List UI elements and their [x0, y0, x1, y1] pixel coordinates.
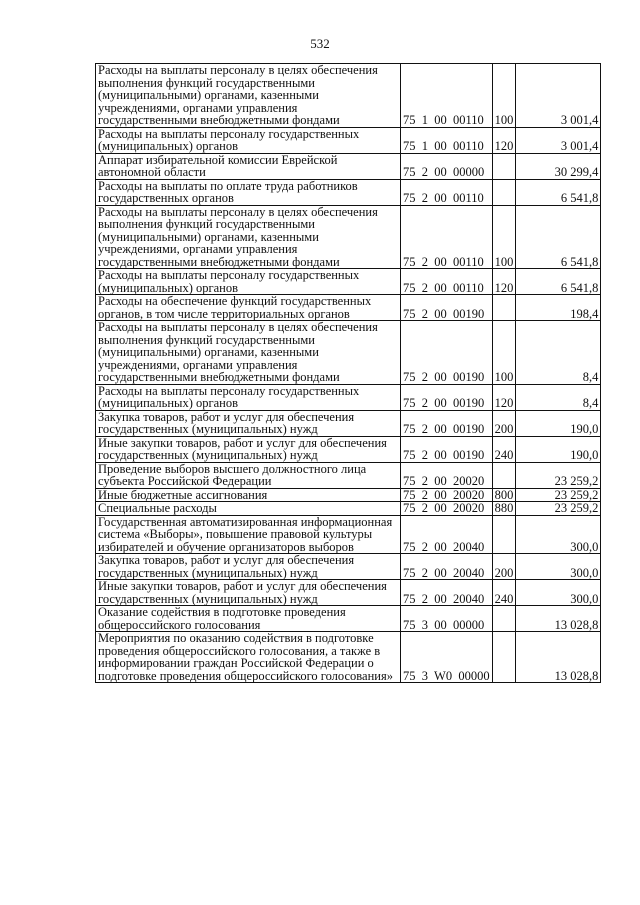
row-vr-cell: 240 — [492, 436, 516, 462]
table-row — [96, 179, 601, 205]
row-vr-cell: 100 — [492, 205, 516, 269]
row-sum-cell: 23 259,2 — [516, 488, 601, 502]
row-code-cell: 75 2 00 00110 — [401, 269, 493, 295]
row-code-cell: 75 2 00 00190 — [401, 384, 493, 410]
row-sum-cell: 300,0 — [516, 580, 601, 606]
row-sum-cell: 198,4 — [516, 295, 601, 321]
row-vr-cell: 240 — [492, 580, 516, 606]
row-vr-cell — [492, 515, 516, 554]
row-vr-cell: 100 — [492, 321, 516, 385]
row-sum-cell: 8,4 — [516, 321, 601, 385]
row-name-cell: Закупка товаров, работ и услуг для обеспечения государственных (муниципальных) нужд — [96, 554, 401, 580]
row-code-cell: 75 2 00 20040 — [401, 554, 493, 580]
table-row — [96, 580, 601, 606]
table-row — [96, 632, 601, 683]
row-sum-cell: 190,0 — [516, 436, 601, 462]
row-sum-cell: 13 028,8 — [516, 632, 601, 683]
row-name-cell: Аппарат избирательной комиссии Еврейской автономной области — [96, 153, 401, 179]
budget-table-body — [96, 64, 601, 683]
row-sum-cell: 8,4 — [516, 384, 601, 410]
table-row — [96, 384, 601, 410]
row-vr-cell — [492, 462, 516, 488]
row-sum-cell: 6 541,8 — [516, 205, 601, 269]
row-sum-cell: 300,0 — [516, 554, 601, 580]
row-code-cell: 75 2 00 20020 — [401, 462, 493, 488]
table-row — [96, 606, 601, 632]
page-number: 532 — [310, 36, 330, 51]
row-code-cell: 75 2 00 00190 — [401, 410, 493, 436]
row-code-cell: 75 2 00 00190 — [401, 295, 493, 321]
row-name-cell: Расходы на выплаты персоналу в целях обеспечения выполнения функций государственными (муниципальными) органами, казенными учреждениями, органами управления государственными внебюджетными фондами — [96, 205, 401, 269]
row-sum-cell: 23 259,2 — [516, 502, 601, 516]
row-vr-cell — [492, 632, 516, 683]
row-code-cell: 75 2 00 00110 — [401, 205, 493, 269]
row-sum-cell: 3 001,4 — [516, 127, 601, 153]
row-code-cell: 75 2 00 20040 — [401, 515, 493, 554]
table-row — [96, 269, 601, 295]
row-code-cell: 75 2 00 00110 — [401, 179, 493, 205]
row-vr-cell — [492, 153, 516, 179]
row-code-cell: 75 2 00 20040 — [401, 580, 493, 606]
row-sum-cell: 6 541,8 — [516, 269, 601, 295]
row-name-cell: Оказание содействия в подготовке проведения общероссийского голосования — [96, 606, 401, 632]
row-sum-cell: 6 541,8 — [516, 179, 601, 205]
table-row — [96, 295, 601, 321]
row-code-cell: 75 2 00 20020 — [401, 502, 493, 516]
row-name-cell: Расходы на выплаты персоналу в целях обеспечения выполнения функций государственными (муниципальными) органами, казенными учреждениями, органами управления государственными внебюджетными фондами — [96, 64, 401, 128]
row-code-cell: 75 1 00 00110 — [401, 127, 493, 153]
row-sum-cell: 23 259,2 — [516, 462, 601, 488]
row-name-cell: Специальные расходы — [96, 502, 401, 516]
row-vr-cell — [492, 295, 516, 321]
row-name-cell: Расходы на выплаты персоналу в целях обеспечения выполнения функций государственными (муниципальными) органами, казенными учреждениями, органами управления государственными внебюджетными фондами — [96, 321, 401, 385]
row-name-cell: Расходы на выплаты персоналу государственных (муниципальных) органов — [96, 269, 401, 295]
row-vr-cell: 120 — [492, 384, 516, 410]
table-row — [96, 127, 601, 153]
row-name-cell: Иные закупки товаров, работ и услуг для обеспечения государственных (муниципальных) нужд — [96, 580, 401, 606]
table-row — [96, 462, 601, 488]
row-vr-cell: 200 — [492, 554, 516, 580]
row-vr-cell: 880 — [492, 502, 516, 516]
row-name-cell: Проведение выборов высшего должностного лица субъекта Российской Федерации — [96, 462, 401, 488]
row-name-cell: Мероприятия по оказанию содействия в подготовке проведения общероссийского голосования, а также в информировании граждан Российской Федерации о подготовке проведения общероссийского голосования» — [96, 632, 401, 683]
row-sum-cell: 300,0 — [516, 515, 601, 554]
row-vr-cell: 120 — [492, 269, 516, 295]
table-row — [96, 153, 601, 179]
row-vr-cell — [492, 179, 516, 205]
row-code-cell: 75 1 00 00110 — [401, 64, 493, 128]
table-row — [96, 410, 601, 436]
row-name-cell: Закупка товаров, работ и услуг для обеспечения государственных (муниципальных) нужд — [96, 410, 401, 436]
table-row — [96, 488, 601, 502]
table-row — [96, 436, 601, 462]
table-row — [96, 515, 601, 554]
row-sum-cell: 3 001,4 — [516, 64, 601, 128]
row-name-cell: Расходы на выплаты персоналу государственных (муниципальных) органов — [96, 127, 401, 153]
row-vr-cell — [492, 606, 516, 632]
row-name-cell: Расходы на выплаты персоналу государственных (муниципальных) органов — [96, 384, 401, 410]
row-vr-cell: 200 — [492, 410, 516, 436]
row-name-cell: Расходы на выплаты по оплате труда работников государственных органов — [96, 179, 401, 205]
row-vr-cell: 120 — [492, 127, 516, 153]
row-name-cell: Иные бюджетные ассигнования — [96, 488, 401, 502]
row-sum-cell: 190,0 — [516, 410, 601, 436]
row-sum-cell: 13 028,8 — [516, 606, 601, 632]
row-name-cell: Расходы на обеспечение функций государственных органов, в том числе территориальных органов — [96, 295, 401, 321]
row-code-cell: 75 3 W0 00000 — [401, 632, 493, 683]
row-name-cell: Иные закупки товаров, работ и услуг для обеспечения государственных (муниципальных) нужд — [96, 436, 401, 462]
row-code-cell: 75 2 00 00000 — [401, 153, 493, 179]
row-vr-cell: 800 — [492, 488, 516, 502]
table-row — [96, 205, 601, 269]
row-code-cell: 75 2 00 00190 — [401, 436, 493, 462]
budget-table — [95, 63, 601, 683]
row-sum-cell: 30 299,4 — [516, 153, 601, 179]
table-row — [96, 502, 601, 516]
row-code-cell: 75 3 00 00000 — [401, 606, 493, 632]
row-name-cell: Государственная автоматизированная информационная система «Выборы», повышение правовой культуры избирателей и обучение организаторов выборов — [96, 515, 401, 554]
table-row — [96, 64, 601, 128]
row-vr-cell: 100 — [492, 64, 516, 128]
table-row — [96, 321, 601, 385]
table-row — [96, 554, 601, 580]
row-code-cell: 75 2 00 00190 — [401, 321, 493, 385]
row-code-cell: 75 2 00 20020 — [401, 488, 493, 502]
